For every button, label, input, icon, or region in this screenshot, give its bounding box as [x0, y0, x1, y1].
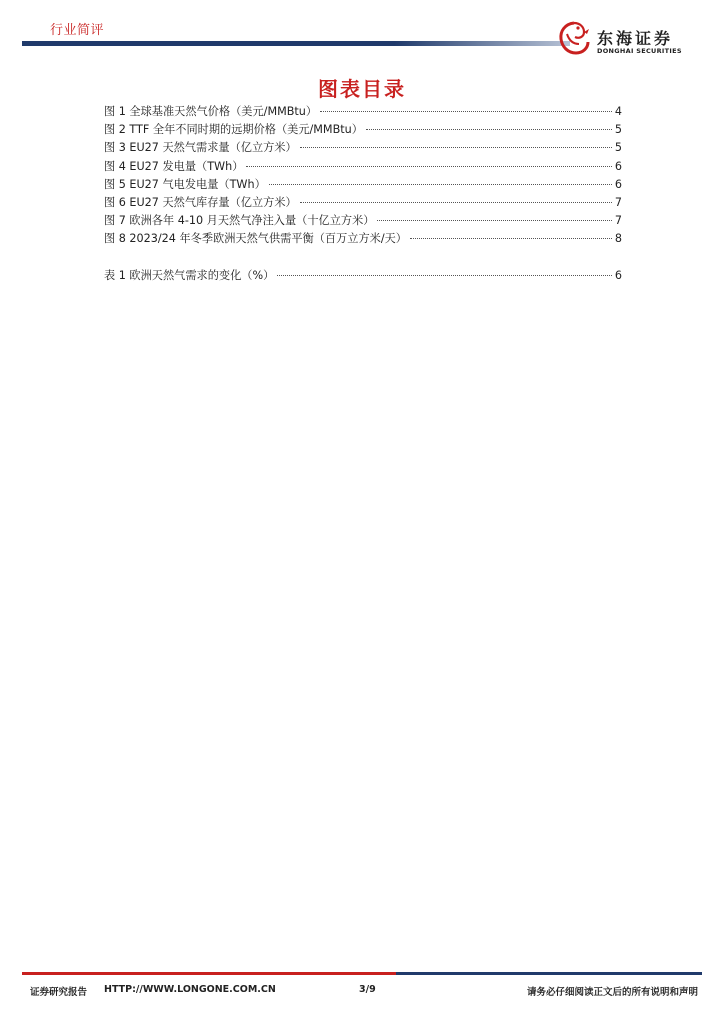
toc-entry-figure-1[interactable]: [104, 103, 622, 121]
toc-entry-figure-2[interactable]: [104, 121, 622, 139]
toc-entry-table-1[interactable]: [104, 267, 622, 285]
toc-entry-page: 7: [614, 214, 622, 228]
logo-en-name: DONGHAI SECURITIES: [597, 47, 682, 55]
toc-entry-page: 4: [614, 105, 622, 118]
toc-entry-figure-5[interactable]: [104, 176, 622, 194]
toc-entry-label: 图 8 2023/24 年冬季欧洲天然气供需平衡（百万立方米/天）: [104, 232, 407, 246]
toc-entry-label: 图 5 EU27 气电发电量（TWh）: [104, 177, 266, 191]
toc-entry-page: 7: [614, 195, 622, 209]
header-divider: [22, 41, 570, 46]
footer-divider: [22, 972, 702, 975]
toc-entry-label: 图 3 EU27 天然气需求量（亿立方米）: [104, 141, 297, 155]
toc-dot-leader: [269, 184, 612, 185]
toc-entry-label: 图 1 全球基准天然气价格（美元/MMBtu）: [104, 105, 318, 118]
dragon-logo-icon: [557, 20, 591, 56]
header-tag: 行业简评: [50, 23, 105, 38]
toc-entry-figure-6[interactable]: [104, 194, 622, 212]
toc-entry-figure-3[interactable]: [104, 139, 622, 157]
toc-entry-page: 5: [614, 123, 622, 137]
toc-entry-page: 6: [614, 177, 622, 191]
toc-dot-leader: [300, 147, 612, 148]
toc-entry-page: 5: [614, 141, 622, 155]
footer-disclaimer: 请务必仔细阅读正文后的所有说明和声明: [526, 987, 698, 998]
toc-dot-leader: [320, 111, 612, 112]
footer-page-number: 3/9: [359, 984, 376, 995]
toc-entry-figure-4[interactable]: [104, 158, 622, 176]
toc-dot-leader: [300, 202, 612, 203]
footer-report-type: 证券研究报告: [30, 987, 88, 998]
logo-cn-name: 东海证券: [597, 29, 674, 48]
toc-entry-page: 8: [614, 232, 622, 246]
toc-dot-leader: [410, 238, 612, 239]
footer-website-link[interactable]: HTTP://WWW.LONGONE.COM.CN: [104, 984, 276, 995]
toc-entry-label: 图 4 EU27 发电量（TWh）: [104, 159, 244, 173]
toc-entry-page: 6: [614, 159, 622, 173]
toc-entry-figure-7[interactable]: [104, 212, 622, 230]
toc-dot-leader: [246, 166, 611, 167]
toc-dot-leader: [277, 275, 612, 276]
company-logo: [557, 20, 707, 60]
toc-entry-label: 图 7 欧洲各年 4-10 月天然气净注入量（十亿立方米）: [104, 214, 375, 228]
toc-entry-label: 表 1 欧洲天然气需求的变化（%）: [104, 268, 275, 282]
toc-entry-label: 图 6 EU27 天然气库存量（亿立方米）: [104, 195, 297, 209]
toc-title: 图表目录: [318, 77, 406, 101]
toc-entry-label: 图 2 TTF 全年不同时期的远期价格（美元/MMBtu）: [104, 123, 363, 137]
toc-list: [104, 103, 622, 285]
toc-entry-page: 6: [614, 268, 622, 282]
toc-dot-leader: [377, 220, 611, 221]
toc-dot-leader: [366, 129, 612, 130]
toc-entry-figure-8[interactable]: [104, 230, 622, 248]
